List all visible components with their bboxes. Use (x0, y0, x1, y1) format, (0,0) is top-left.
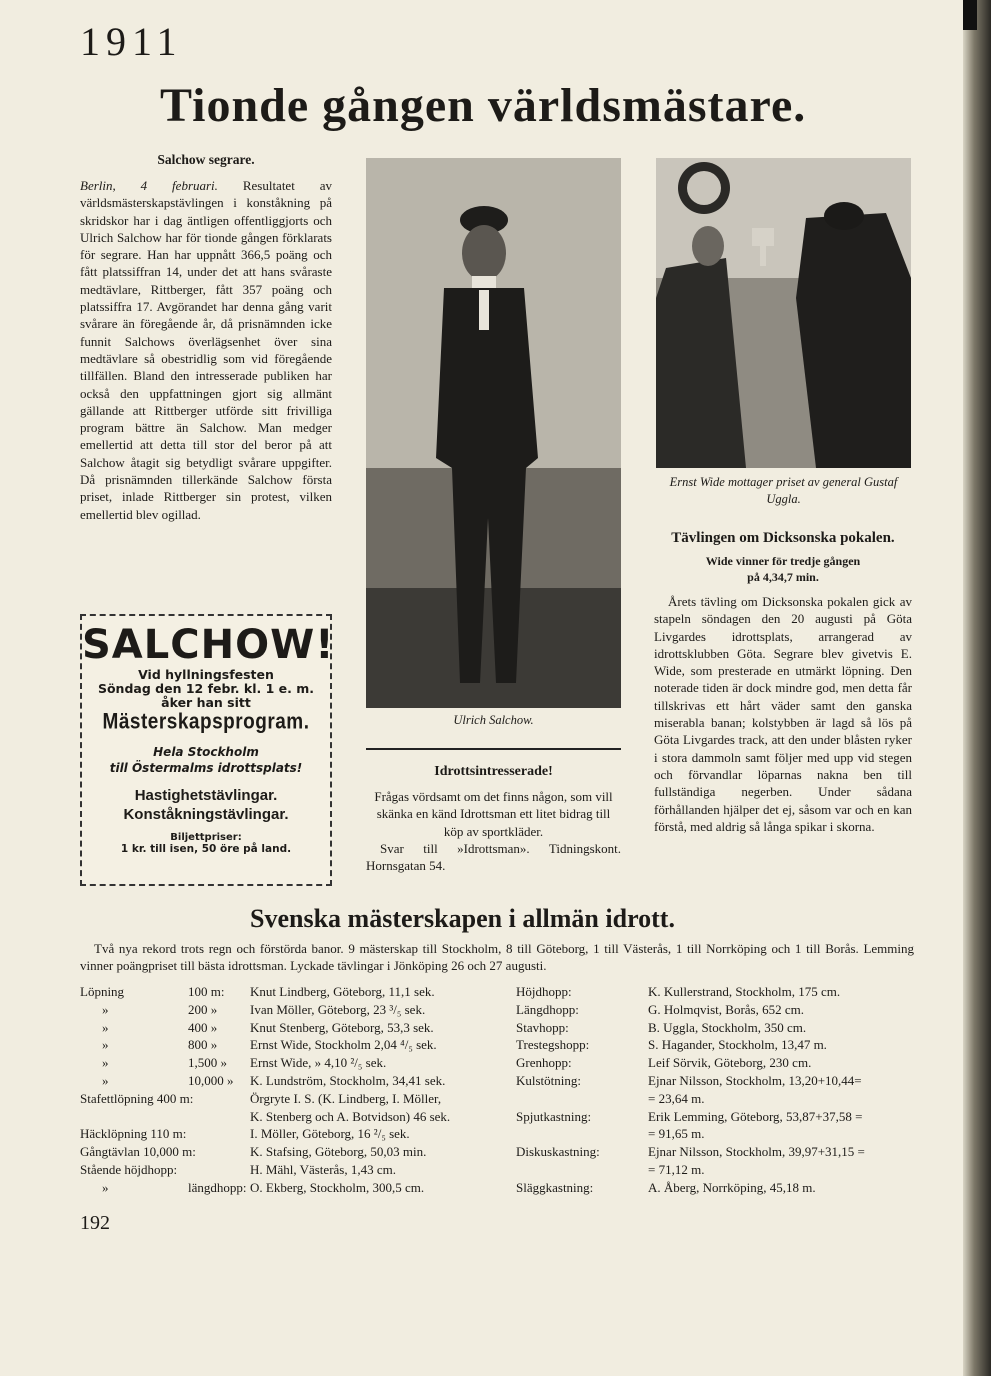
ad-line3: åker han sitt (161, 695, 251, 710)
result-winner: K. Lundström, Stockholm, 34,41 sek. (250, 1072, 446, 1088)
result-winner: H. Mähl, Västerås, 1,43 cm. (250, 1161, 396, 1177)
result-event: Längdhopp: (516, 1001, 579, 1017)
result-row (516, 984, 916, 1002)
result-event: » (102, 1019, 109, 1035)
result-row (80, 1002, 490, 1020)
result-event (516, 1162, 648, 1180)
salchow-advertisement (80, 614, 335, 886)
result-row (516, 1037, 916, 1055)
result-winner: K. Stenberg och A. Botvidson) 46 sek. (250, 1108, 451, 1124)
result-event: » (102, 1072, 109, 1088)
result-winner: A. Åberg, Norrköping, 45,18 m. (648, 1179, 816, 1195)
divider-rule (366, 748, 621, 750)
article-dateline: Berlin, 4 februari. (80, 178, 218, 193)
result-row (80, 1073, 490, 1091)
wide-photo-illustration (656, 158, 911, 468)
notice-idrottsintresserade (366, 764, 621, 874)
result-distance: 10,000 » (188, 1072, 234, 1088)
ad-line2: Söndag den 12 febr. kl. 1 e. m. (97, 681, 315, 696)
result-winner: = 23,64 m. (648, 1090, 705, 1106)
result-winner: Ernst Wide, » 4,10 ²/₅ sek. (250, 1055, 387, 1071)
result-winner: K. Stafsing, Göteborg, 50,03 min. (250, 1144, 427, 1160)
result-distance: 200 » (188, 1001, 218, 1017)
notice-heading: Idrottsintresserade! (434, 764, 553, 779)
section-intro: Två nya rekord trots regn och förstörda banor. 9 mästerskap till Stockholm, 8 till Göteborg, 1 till Västerås, 1 till Norrköping och 1 till Borås. Lemming vinner poängpriset till bästa idrottsman. Lyckade tävlingar i Jönköping 26 och 27 augusti. (80, 941, 914, 974)
book-spine-corner (963, 0, 977, 30)
result-row (516, 1144, 916, 1162)
result-event: Höjdhopp: (516, 984, 572, 999)
result-winner: Ejnar Nilsson, Stockholm, 13,20+10,44= (648, 1072, 862, 1088)
result-winner: I. Möller, Göteborg, 16 ²/₅ sek. (250, 1126, 410, 1142)
article2-heading: Tävlingen om Dicksonska pokalen. (671, 530, 895, 546)
result-distance: längdhopp: (188, 1179, 247, 1195)
result-winner: Ivan Möller, Göteborg, 23 ³/₅ sek. (250, 1001, 426, 1017)
ad-invite2: till Östermalms idrottsplats! (109, 761, 303, 775)
photo1-caption: Ulrich Salchow. (453, 713, 534, 727)
ad-prices: 1 kr. till isen, 50 öre på land. (120, 843, 292, 855)
result-event (80, 1109, 188, 1127)
result-row (80, 1126, 490, 1144)
result-row (80, 1091, 490, 1109)
result-event: Grenhopp: (516, 1055, 572, 1071)
result-winner: Ernst Wide, Stockholm 2,04 ⁴/₅ sek. (250, 1037, 437, 1053)
results-table-right (516, 984, 916, 1198)
article-body (80, 177, 332, 523)
result-event: Släggkastning: (516, 1179, 594, 1195)
result-event: Löpning (80, 984, 125, 999)
result-row (80, 1180, 490, 1198)
article2-sub1: Wide vinner för tredje gången (705, 554, 861, 568)
result-row (80, 1162, 490, 1180)
result-winner: S. Hagander, Stockholm, 13,47 m. (648, 1037, 827, 1053)
result-winner: Leif Sörvik, Göteborg, 230 cm. (648, 1055, 812, 1071)
result-row (516, 1180, 916, 1198)
result-winner: Ejnar Nilsson, Stockholm, 39,97+31,15 = (648, 1144, 865, 1160)
notice-text: Frågas vördsamt om det finns någon, som vill skänka en känd Idrottsman ett litet bidrag till köp av sportkläder. (374, 789, 613, 839)
result-row (516, 1109, 916, 1127)
page-number: 192 (80, 1212, 110, 1234)
result-row (516, 1162, 916, 1180)
result-winner: = 91,65 m. (648, 1126, 705, 1142)
result-row (80, 984, 490, 1002)
article-text: Resultatet av världsmästerskapstävlingen i konståkning på skridskor har i dag äntligen offentliggjorts och Ulrich Salchow har för tionde gången förklarats för segrare. Han har uppnått 366,5 poäng och fått platssiffran 14, under det att hans svåraste medtävlare, Rittberger, fått 357 poäng och platssiffra 17. Avgörandet har denna gång varit svårare än föregående år, då prisnämnden icke funnit Salchows överlägsenhet över sina medtävlare så obestridlig som vid föregående tillfällen. Bland den intresserade publiken har också den uppfattningen gjort sig allmänt gällande att Rittberger utförde sitt frivilliga program bättre än Salchow. Man medger emellertid att detta till stor del beror på att Salchow åtagit sig betydligt svårare uppgifter. Då prisnämnden tillerkände Salchow första priset, inlade Rittberger sin protest, vilken emellertid blev ogillad. (80, 178, 332, 522)
result-row (516, 1020, 916, 1038)
result-winner: Knut Stenberg, Göteborg, 53,3 sek. (250, 1019, 434, 1035)
result-winner: Örgryte I. S. (K. Lindberg, I. Möller, (250, 1090, 442, 1106)
results-table-left (80, 984, 490, 1198)
ad-event2: Konståkningstävlingar. (123, 806, 289, 823)
article-dicksonska-pokalen (654, 530, 912, 835)
notice-reply: Svar till »Idrottsman». Tidningskont. Hornsgatan 54. (366, 840, 621, 874)
book-spine (963, 0, 991, 1376)
result-winner: O. Ekberg, Stockholm, 300,5 cm. (250, 1179, 425, 1195)
year-heading: 1911 (80, 19, 183, 64)
result-event: Stående höjdhopp: (80, 1161, 178, 1177)
result-row (516, 1073, 916, 1091)
article2-sub2: på 4,34,7 min. (747, 570, 819, 584)
result-event: Gångtävlan 10,000 m: (80, 1144, 196, 1160)
result-event: Häcklöpning 110 m: (80, 1126, 187, 1142)
result-distance: 400 » (188, 1019, 218, 1035)
result-event: » (102, 1055, 109, 1071)
section-title: Svenska mästerskapen i allmän idrott. (250, 904, 675, 933)
result-event: Trestegshopp: (516, 1037, 590, 1053)
ad-event1: Hastighetstävlingar. (134, 787, 278, 804)
article-salchow (80, 152, 332, 523)
result-winner: K. Kullerstrand, Stockholm, 175 cm. (648, 984, 841, 999)
result-row (80, 1144, 490, 1162)
salchow-photo-illustration (366, 158, 621, 708)
result-row (80, 1037, 490, 1055)
result-row (516, 1055, 916, 1073)
result-winner: B. Uggla, Stockholm, 350 cm. (648, 1019, 807, 1035)
result-row (516, 1091, 916, 1109)
result-event: Kulstötning: (516, 1072, 582, 1088)
photo-ernst-wide (656, 158, 911, 468)
result-row (516, 1126, 916, 1144)
result-distance: 800 » (188, 1037, 218, 1053)
result-row (80, 1109, 490, 1127)
result-winner: Erik Lemming, Göteborg, 53,87+37,58 = (648, 1108, 863, 1124)
ad-invite1: Hela Stockholm (153, 745, 259, 759)
result-event: » (102, 1037, 109, 1053)
result-event: » (102, 1179, 109, 1195)
result-distance: 100 m: (188, 984, 225, 999)
result-winner: G. Holmqvist, Borås, 652 cm. (648, 1001, 804, 1017)
ad-program: Mästerskapsprogram. (102, 710, 310, 735)
result-distance (188, 1109, 250, 1127)
result-row (80, 1020, 490, 1038)
article2-text: Årets tävling om Dicksonska pokalen gick av stapeln söndagen den 20 augusti på Göta Livgardes idrottsplats, arrangerad av idrottsklubben Göta. Segrare blev givetvis E. Wide, som presterade en utmärkt löpning. Den noterade tiden är dock mindre god, men detta får tillskrivas ett hårt väder samt den ganska miserabla banan; kolstybben är lagd så lös på Göta Livgardes track, att den under blåsten ryker i stora dammoln samt följer med upp vid stegen och förvandlar löparnas nakna ben till fullständiga negerben. Under sådana förhållanden hjälper det ej, såsom var och en kan förstå, med aldrig så långa spikar i skorna. (654, 594, 912, 834)
ad-line1: Vid hyllningsfesten (138, 667, 274, 682)
result-event (516, 1091, 648, 1109)
result-distance: 1,500 » (188, 1055, 227, 1071)
result-winner: = 71,12 m. (648, 1161, 705, 1177)
result-row (516, 1002, 916, 1020)
result-event: Diskuskastning: (516, 1144, 600, 1160)
ad-prices-label: Biljettpriser: (170, 832, 242, 843)
photo-ulrich-salchow (366, 158, 621, 708)
result-event (516, 1126, 648, 1144)
result-event: » (102, 1001, 109, 1017)
result-event: Spjutkastning: (516, 1108, 592, 1124)
result-winner: Knut Lindberg, Göteborg, 11,1 sek. (250, 984, 435, 999)
result-row (80, 1055, 490, 1073)
main-headline: Tionde gången världsmästare. (160, 79, 807, 132)
result-event: Stavhopp: (516, 1019, 569, 1035)
article-heading: Salchow segrare. (157, 152, 255, 167)
ad-title: SALCHOW! (82, 622, 335, 668)
result-event: Stafettlöpning 400 m: (80, 1090, 194, 1106)
photo2-caption: Ernst Wide mottager priset av general Gustaf Uggla. (669, 475, 898, 506)
